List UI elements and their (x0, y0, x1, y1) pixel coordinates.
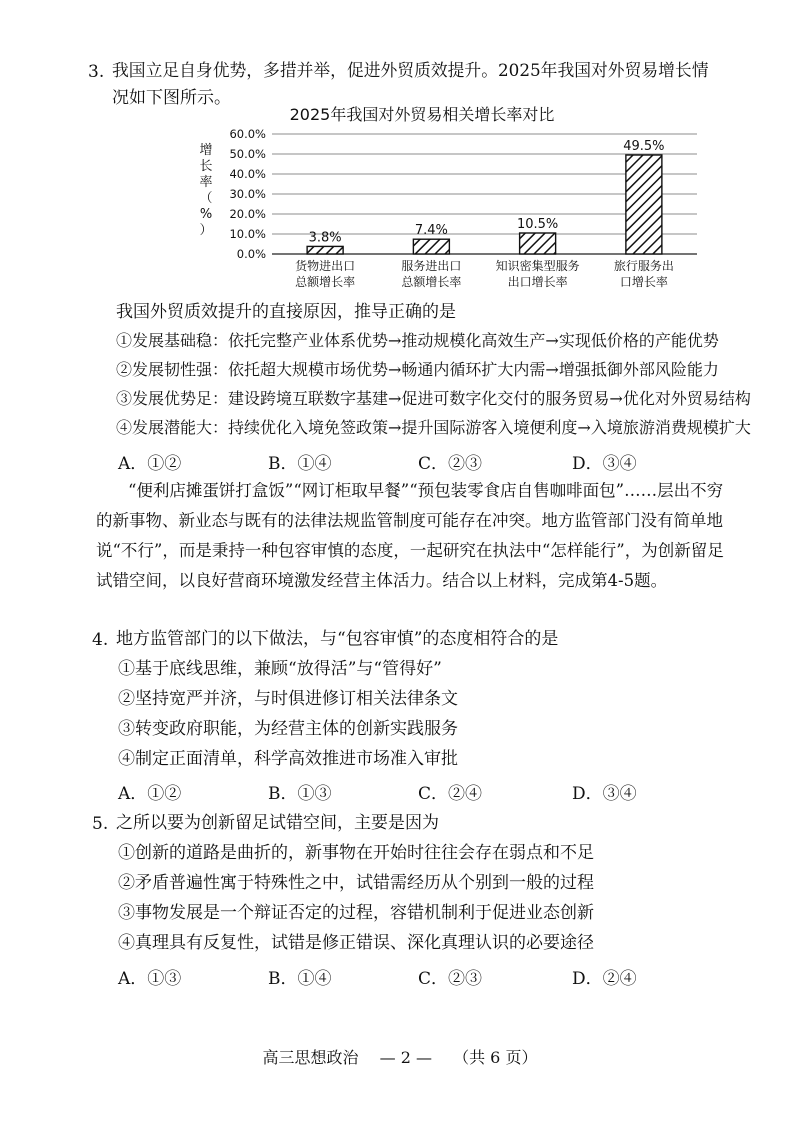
chart-bar (307, 246, 343, 254)
q3-question: 我国外贸质效提升的直接原因，推导正确的是 (116, 302, 456, 322)
q3-number: 3. (88, 62, 105, 82)
q5-option-c[interactable]: C．②③ (418, 969, 483, 989)
q5-stem: 之所以要为创新留足试错空间，主要是因为 (116, 813, 439, 833)
chart-ytick-label: 60.0% (229, 127, 266, 141)
chart-value-label: 7.4% (414, 223, 448, 239)
q5-item-4: ④真理具有反复性，试错是修正错误、深化真理认识的必要途径 (118, 933, 594, 953)
q5-option-d[interactable]: D．②④ (572, 969, 637, 989)
chart-bar (413, 239, 449, 254)
q3-stem-line1: 我国立足自身优势，多措并举，促进外贸质效提升。2025年我国对外贸易增长情 (112, 60, 709, 80)
q3-item-4: ④发展潜能大：持续优化入境免签政策→提升国际游客入境便利度→入境旅游消费规模扩大 (116, 418, 751, 437)
q3-item-3: ③发展优势足：建设跨境互联数字基建→促进可数字化交付的服务贸易→优化对外贸易结构 (116, 389, 751, 408)
chart-ytick-label: 50.0% (229, 147, 266, 161)
chart-ytick-label: 40.0% (229, 167, 266, 181)
chart-ylabel-char: 增 (199, 143, 213, 158)
chart-ylabel-char: （ (199, 191, 213, 206)
chart-category-label: 口增长率 (619, 275, 668, 289)
q4-stem: 地方监管部门的以下做法，与“包容审慎”的态度相符合的是 (116, 629, 559, 649)
page-footer (0, 1045, 800, 1068)
chart-category-label: 总额增长率 (295, 275, 356, 289)
chart-value-label: 49.5% (623, 139, 665, 154)
chart-ytick-label: 20.0% (229, 207, 266, 221)
q4-item-3: ③转变政府职能，为经营主体的创新实践服务 (118, 719, 458, 739)
chart-ylabel-char: % (199, 207, 213, 222)
chart-category-label: 知识密集型服务 (495, 259, 580, 273)
chart-value-label: 10.5% (516, 217, 559, 232)
chart-category-label: 服务进出口 (401, 259, 462, 273)
chart-ytick-label: 0.0% (236, 247, 266, 261)
q4-number: 4. (92, 630, 109, 650)
q4-item-4: ④制定正面清单，科学高效推进市场准入审批 (118, 749, 458, 769)
q4-option-a[interactable]: A．①② (118, 784, 182, 804)
footer-subject: 高三思想政治 (262, 1048, 359, 1067)
chart-ylabel-char: 率 (199, 175, 213, 190)
q4-item-2: ②坚持宽严并济，与时俱进修订相关法律条文 (118, 689, 458, 709)
q5-item-2: ②矛盾普遍性寓于特殊性之中，试错需经历从个别到一般的过程 (118, 873, 594, 893)
chart-bar (626, 155, 662, 254)
q5-number: 5. (92, 814, 109, 834)
chart-ytick-label: 10.0% (229, 227, 266, 241)
footer-page-number: — 2 — (379, 1048, 432, 1067)
q3-option-b[interactable]: B．①④ (268, 454, 332, 474)
q3-option-d[interactable]: D．③④ (572, 454, 637, 474)
q5-option-a[interactable]: A．①③ (118, 969, 182, 989)
q3-stem-line2: 况如下图所示。 (112, 88, 231, 108)
q4-option-b[interactable]: B．①③ (268, 784, 332, 804)
chart-ytick-label: 30.0% (229, 187, 266, 201)
q3-item-2: ②发展韧性强：依托超大规模市场优势→畅通内循环扩大内需→增强抵御外部风险能力 (116, 360, 719, 379)
chart-category-label: 总额增长率 (401, 275, 462, 289)
q3-option-a[interactable]: A．①② (118, 454, 182, 474)
q3-item-1: ①发展基础稳：依托完整产业体系优势→推动规模化高效生产→实现低价格的产能优势 (116, 331, 719, 350)
q5-item-3: ③事物发展是一个辩证否定的过程，容错机制利于促进业态创新 (118, 903, 594, 923)
chart-category-label: 货物进出口 (295, 259, 356, 273)
chart-category-label: 旅行服务出 (613, 259, 674, 273)
growth-rate-chart (192, 100, 712, 296)
chart-ylabel (199, 143, 212, 238)
chart-bar (520, 233, 556, 254)
q4-item-1: ①基于底线思维，兼顾“放得活”与“管得好” (118, 659, 442, 679)
q4-option-c[interactable]: C．②④ (418, 784, 483, 804)
chart-title: 2025年我国对外贸易相关增长率对比 (289, 105, 555, 124)
chart-category-label: 出口增长率 (507, 275, 568, 289)
chart-ylabel-char: 长 (199, 159, 213, 174)
q4-option-d[interactable]: D．③④ (572, 784, 637, 804)
chart-value-label: 3.8% (308, 230, 342, 246)
chart-ylabel-char: ） (199, 223, 213, 238)
footer-total-pages: （共 6 页） (453, 1048, 538, 1067)
q3-option-c[interactable]: C．②③ (418, 454, 483, 474)
q5-item-1: ①创新的道路是曲折的，新事物在开始时往往会存在弱点和不足 (118, 843, 594, 863)
material-passage: “便利店摊蛋饼打盒饭”“网订柜取早餐”“预包装零食店自售咖啡面包”……层出不穷的新事物、新业态与既有的法律法规监管制度可能存在冲突。地方监管部门没有简单地说“不行”，而是秉持一种包容审慎的态度，一起研究在执法中“怎样能行”，为创新留足试错空间，以良好营商环境激发经营主体活力。结合以上材料，完成第4-5题。 (96, 481, 724, 590)
q5-option-b[interactable]: B．①④ (268, 969, 332, 989)
